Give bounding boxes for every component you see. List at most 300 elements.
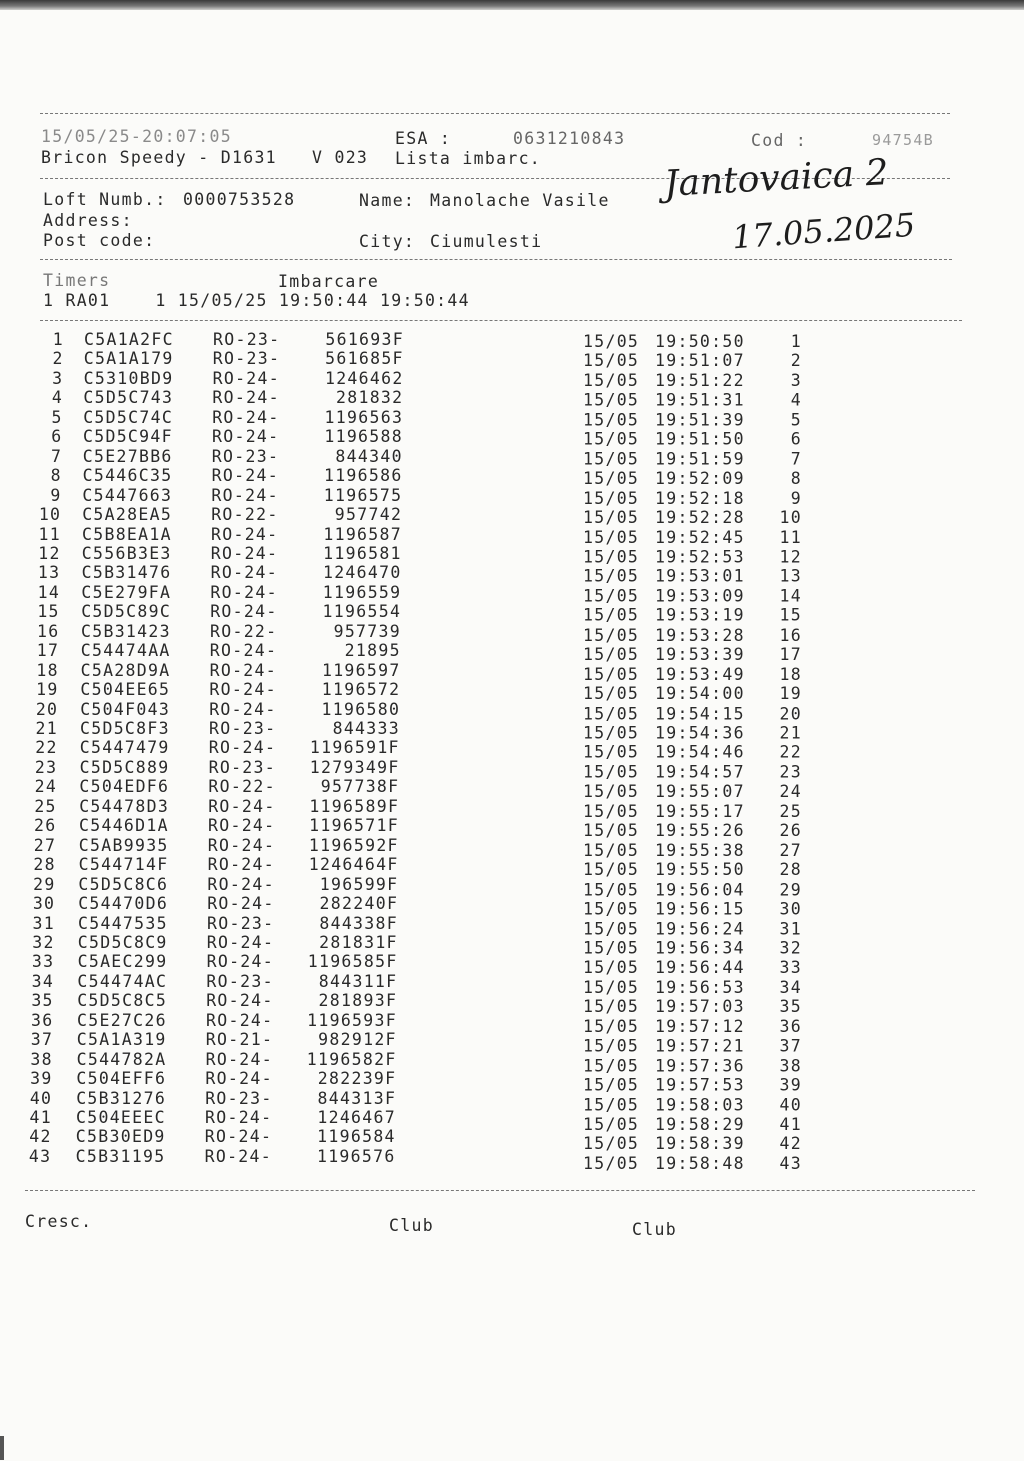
entry-date: 15/05 <box>583 1075 640 1095</box>
entry-index: 39 <box>30 1069 53 1089</box>
entry-rank: 28 <box>779 860 802 880</box>
entry-date: 15/05 <box>583 351 640 371</box>
entry-ring-number: 1196563 <box>324 407 404 427</box>
entry-date: 15/05 <box>583 390 640 410</box>
entry-time: 19:57:03 <box>655 997 745 1017</box>
entry-index: 21 <box>35 719 58 738</box>
entry-ring-prefix: RO-24- <box>210 582 278 602</box>
entry-chip-id: C504F043 <box>80 699 171 719</box>
entry-ring-prefix: RO-24- <box>211 466 280 486</box>
entry-ring-number: 982912F <box>318 1030 397 1050</box>
entry-ring-number: 1196588 <box>324 427 403 447</box>
entry-index: 38 <box>30 1049 53 1069</box>
entry-rank: 2 <box>790 351 802 371</box>
entry-rank: 1 <box>790 332 802 351</box>
entry-ring-prefix: RO-24- <box>212 368 281 388</box>
entry-rank: 39 <box>779 1075 802 1095</box>
entry-ring-prefix: RO-24- <box>212 388 280 408</box>
entry-date: 15/05 <box>583 1153 640 1173</box>
entry-ring-prefix: RO-24- <box>210 602 278 622</box>
entry-ring-number: 1196597 <box>321 660 401 680</box>
entry-ring-prefix: RO-24- <box>205 1069 273 1089</box>
entry-chip-id: C5B31195 <box>75 1146 166 1166</box>
entry-rank: 13 <box>779 566 802 586</box>
entry-ring-number: 1196559 <box>322 582 402 602</box>
entry-index: 33 <box>31 952 55 972</box>
entry-time: 19:56:15 <box>655 899 745 919</box>
entry-date: 15/05 <box>583 919 640 939</box>
entry-index: 24 <box>34 777 58 797</box>
handwritten-race-name: Jantovaica 2 <box>663 152 890 205</box>
entry-index: 9 <box>50 485 62 505</box>
entry-index: 19 <box>36 680 59 700</box>
entry-row <box>0 349 1024 371</box>
entry-date: 15/05 <box>583 703 640 723</box>
entry-ring-prefix: RO-24- <box>207 835 276 855</box>
entry-ring-number: 844338F <box>319 913 398 933</box>
entry-time: 19:56:34 <box>655 938 745 958</box>
entry-ring-number: 1246470 <box>322 563 402 583</box>
handwritten-date: 17.05.2025 <box>730 205 917 257</box>
entry-rank: 9 <box>790 488 802 508</box>
entry-ring-prefix: RO-24- <box>209 641 278 661</box>
entry-rank: 5 <box>790 410 802 430</box>
entry-time: 19:51:50 <box>655 429 745 449</box>
entry-chip-id: C5447535 <box>78 913 168 933</box>
entry-chip-id: C5A28EA5 <box>82 505 173 525</box>
entry-index: 18 <box>36 660 59 680</box>
entry-ring-number: 1196582F <box>306 1049 397 1069</box>
entry-ring-number: 844313F <box>317 1088 397 1108</box>
entry-chip-id: C5A28D9A <box>80 660 171 680</box>
entry-ring-number: 196599F <box>319 874 399 894</box>
entry-chip-id: C5447663 <box>82 485 173 505</box>
loft-number: 0000753528 <box>183 190 296 209</box>
entry-chip-id: C5AEC299 <box>77 952 168 972</box>
entry-chip-id: C5E27BB6 <box>82 446 173 466</box>
entry-index: 3 <box>52 368 64 388</box>
entry-date: 15/05 <box>583 879 640 899</box>
entry-index: 36 <box>31 1010 54 1030</box>
list-title: Lista imbarc. <box>395 149 542 168</box>
entry-date: 15/05 <box>583 782 640 802</box>
entry-ring-number: 21895 <box>344 641 401 661</box>
entry-ring-number: 1246464F <box>308 855 399 875</box>
entry-index: 30 <box>32 894 56 914</box>
entry-time: 19:58:39 <box>655 1134 745 1154</box>
entry-date: 15/05 <box>583 605 640 625</box>
entry-chip-id: C5E27C26 <box>77 1010 167 1030</box>
entry-time: 19:51:59 <box>655 449 745 469</box>
entry-ring-number: 1196589F <box>309 796 400 816</box>
entry-date: 15/05 <box>583 1114 640 1134</box>
entry-date: 15/05 <box>583 547 640 567</box>
entry-ring-number: 1196575 <box>323 485 403 505</box>
entry-ring-prefix: RO-24- <box>212 427 280 447</box>
entry-time: 19:57:53 <box>655 1075 745 1095</box>
entry-ring-prefix: RO-23- <box>209 719 277 738</box>
entry-ring-prefix: RO-24- <box>208 816 276 836</box>
entry-row <box>0 1127 1024 1154</box>
entry-rank: 6 <box>790 429 802 449</box>
entry-rank: 11 <box>779 527 802 547</box>
entry-index: 12 <box>38 543 61 563</box>
city-label: City: <box>359 232 416 251</box>
entry-row <box>0 971 1024 997</box>
entry-ring-number: 1196581 <box>323 543 402 563</box>
entry-ring-prefix: RO-24- <box>205 1108 273 1127</box>
entry-index: 13 <box>37 563 61 583</box>
entry-date: 15/05 <box>583 684 640 704</box>
entry-index: 15 <box>37 602 60 622</box>
cresc-label: Cresc. <box>25 1212 93 1231</box>
entry-row <box>0 874 1024 899</box>
entry-time: 19:56:53 <box>655 977 745 997</box>
entry-rank: 15 <box>779 605 802 625</box>
entry-time: 19:53:01 <box>655 566 745 586</box>
divider-top <box>40 113 950 114</box>
entry-index: 42 <box>29 1127 52 1147</box>
entry-row <box>0 1010 1024 1036</box>
entry-rank: 29 <box>779 879 802 899</box>
entry-rank: 7 <box>790 449 802 469</box>
entry-chip-id: C5D5C8C6 <box>78 874 169 894</box>
entry-date: 15/05 <box>583 938 640 958</box>
entry-time: 19:54:00 <box>655 684 745 704</box>
entry-ring-number: 282240F <box>319 894 399 914</box>
entry-rank: 22 <box>779 742 802 762</box>
entry-time: 19:57:21 <box>655 1036 745 1056</box>
entry-date: 15/05 <box>583 1016 640 1036</box>
entry-chip-id: C504EEEC <box>76 1108 166 1127</box>
entry-ring-prefix: RO-24- <box>209 699 277 719</box>
entry-index: 34 <box>31 971 55 991</box>
entry-ring-prefix: RO-24- <box>204 1146 273 1166</box>
entry-index: 2 <box>52 349 64 369</box>
entry-rank: 17 <box>779 645 802 665</box>
entry-date: 15/05 <box>583 1036 640 1056</box>
entry-row <box>0 777 1024 802</box>
entry-ring-prefix: RO-24- <box>208 738 277 758</box>
entry-rank: 10 <box>779 508 802 528</box>
entry-ring-prefix: RO-24- <box>207 874 275 894</box>
entry-date: 15/05 <box>583 664 640 684</box>
entry-ring-prefix: RO-24- <box>204 1127 273 1147</box>
entry-chip-id: C544782A <box>76 1049 167 1069</box>
entry-index: 11 <box>38 524 61 544</box>
entry-date: 15/05 <box>583 371 640 391</box>
entry-time: 19:58:03 <box>655 1095 745 1115</box>
entry-time: 19:57:12 <box>655 1016 745 1036</box>
entry-row <box>0 1088 1024 1115</box>
entry-date: 15/05 <box>583 977 640 997</box>
entry-time: 19:54:15 <box>655 703 745 723</box>
entry-row <box>0 446 1024 469</box>
entry-chip-id: C5E279FA <box>81 582 172 602</box>
entry-chip-id: C5447479 <box>79 738 170 758</box>
entry-index: 31 <box>32 913 55 933</box>
entry-ring-prefix: RO-24- <box>211 485 279 505</box>
entry-ring-number: 1196584 <box>317 1127 396 1147</box>
entry-rank: 26 <box>779 821 802 841</box>
entry-chip-id: C5AB9935 <box>78 835 169 855</box>
entry-ring-number: 1196593F <box>307 1010 397 1030</box>
entry-rank: 12 <box>779 547 802 567</box>
entry-ring-number: 282239F <box>317 1069 397 1089</box>
entry-index: 4 <box>51 388 64 408</box>
entry-index: 27 <box>33 835 57 855</box>
club-label-left: Club <box>389 1216 434 1235</box>
postcode-label: Post code: <box>43 231 156 250</box>
entry-time: 19:57:36 <box>655 1056 745 1076</box>
entry-chip-id: C5D5C8C5 <box>77 991 168 1011</box>
timer-row: 1 RA01 1 15/05/25 19:50:44 19:50:44 <box>43 291 470 310</box>
entry-time: 19:56:44 <box>655 958 745 978</box>
entry-ring-number: 957742 <box>334 505 403 525</box>
entry-time: 19:51:39 <box>655 410 745 430</box>
city-value: Ciumulesti <box>430 232 543 251</box>
entry-ring-prefix: RO-24- <box>206 952 275 972</box>
entry-row <box>0 738 1024 762</box>
entry-rank: 19 <box>779 684 802 704</box>
entry-rank: 30 <box>779 899 802 919</box>
entry-row <box>0 1146 1024 1173</box>
entry-date: 15/05 <box>583 899 640 919</box>
entry-index: 37 <box>30 1030 54 1050</box>
club-label-right: Club <box>632 1220 677 1239</box>
entry-chip-id: C5D5C8F3 <box>80 719 170 738</box>
entry-ring-prefix: RO-23- <box>207 913 275 933</box>
entry-ring-number: 844340 <box>335 446 403 466</box>
entry-index: 10 <box>38 505 62 525</box>
entry-row <box>0 505 1024 528</box>
entry-date: 15/05 <box>583 468 640 488</box>
entry-ring-prefix: RO-24- <box>206 932 275 952</box>
entry-ring-prefix: RO-24- <box>206 991 274 1011</box>
entry-time: 19:52:45 <box>655 527 745 547</box>
entry-time: 19:52:28 <box>655 508 745 528</box>
entry-date: 15/05 <box>583 840 640 860</box>
entry-date: 15/05 <box>583 821 640 841</box>
entry-index: 28 <box>33 855 56 875</box>
entry-time: 19:55:17 <box>655 801 745 821</box>
entry-ring-number: 561685F <box>325 349 404 369</box>
entry-chip-id: C5B8EA1A <box>82 524 172 544</box>
entry-chip-id: C5D5C8C9 <box>77 932 168 952</box>
entry-row <box>0 952 1024 978</box>
esa-label: ESA : <box>395 129 452 148</box>
entry-time: 19:54:46 <box>655 742 745 762</box>
entry-ring-number: 1196576 <box>316 1146 396 1166</box>
entry-chip-id: C504EDF6 <box>79 777 170 797</box>
entry-ring-number: 1196587 <box>323 524 402 544</box>
entry-rank: 33 <box>779 958 802 978</box>
imbarcare-label: Imbarcare <box>278 272 380 291</box>
entry-chip-id: C54474AC <box>77 971 168 991</box>
entry-ring-prefix: RO-24- <box>210 543 279 563</box>
cod-label: Cod : <box>751 131 808 150</box>
entry-date: 15/05 <box>583 449 640 469</box>
entry-rank: 18 <box>779 664 802 684</box>
entry-chip-id: C5A1A179 <box>83 349 174 369</box>
entry-ring-prefix: RO-23- <box>206 971 274 991</box>
entry-time: 19:55:26 <box>655 821 745 841</box>
entry-ring-number: 1279349F <box>309 757 400 777</box>
entry-date: 15/05 <box>583 801 640 821</box>
entry-row <box>0 641 1024 665</box>
entry-row <box>0 757 1024 782</box>
entry-row <box>0 466 1024 488</box>
entry-rank: 32 <box>779 938 802 958</box>
entry-date: 15/05 <box>583 488 640 508</box>
loft-label: Loft Numb.: <box>43 190 167 209</box>
owner-name-label: Name: <box>359 191 416 210</box>
entry-ring-number: 1196592F <box>308 835 399 855</box>
entry-chip-id: C5310BD9 <box>83 368 174 388</box>
entry-ring-number: 561693F <box>325 330 404 349</box>
entry-date: 15/05 <box>583 1056 640 1076</box>
entry-time: 19:51:31 <box>655 390 745 410</box>
entry-chip-id: C5446C35 <box>82 466 173 486</box>
entry-rank: 31 <box>779 919 802 939</box>
entry-chip-id: C5446D1A <box>79 816 169 836</box>
entry-row <box>0 1069 1024 1095</box>
entry-time: 19:51:22 <box>655 371 745 391</box>
entry-index: 26 <box>34 816 57 836</box>
entry-chip-id: C504EE65 <box>80 680 171 700</box>
entry-row <box>0 816 1024 841</box>
entry-row <box>0 602 1024 625</box>
entry-row <box>0 932 1024 958</box>
entry-time: 19:54:36 <box>655 723 745 743</box>
entry-rank: 27 <box>779 840 802 860</box>
entry-index: 23 <box>34 757 58 777</box>
entry-ring-number: 844333 <box>332 719 400 738</box>
entry-ring-prefix: RO-21- <box>205 1030 274 1050</box>
entry-chip-id: C5A1A319 <box>76 1030 167 1050</box>
entry-chip-id: C54470D6 <box>78 894 169 914</box>
entry-row <box>0 913 1024 939</box>
entry-ring-prefix: RO-24- <box>205 1049 274 1069</box>
entry-index: 1 <box>52 330 64 349</box>
entry-ring-number: 957738F <box>320 777 400 797</box>
entry-ring-number: 1196571F <box>309 816 399 836</box>
esa-value: 0631210843 <box>513 129 626 148</box>
entry-row <box>0 1030 1024 1056</box>
entry-rank: 41 <box>779 1114 802 1134</box>
entry-index: 43 <box>28 1146 52 1166</box>
entry-rank: 40 <box>779 1095 802 1115</box>
entry-ring-number: 1196585F <box>307 952 398 972</box>
entry-rank: 25 <box>779 801 802 821</box>
entry-index: 14 <box>37 582 61 602</box>
entry-row <box>0 543 1024 567</box>
entry-index: 17 <box>36 641 60 661</box>
entry-rank: 16 <box>779 625 802 645</box>
entry-date: 15/05 <box>583 742 640 762</box>
device-name: Bricon Speedy - D1631 <box>41 148 277 167</box>
entry-index: 20 <box>35 699 59 719</box>
entry-chip-id: C54478D3 <box>79 796 170 816</box>
entry-ring-prefix: RO-23- <box>205 1088 273 1108</box>
entry-ring-number: 1196586 <box>323 466 403 486</box>
entry-row <box>0 621 1024 645</box>
entry-row <box>0 719 1024 743</box>
entry-ring-number: 281893F <box>318 991 398 1011</box>
entry-row <box>0 1049 1024 1076</box>
print-timestamp: 15/05/25-20:07:05 <box>41 127 232 146</box>
entry-row <box>0 1108 1024 1134</box>
entry-chip-id: C556B3E3 <box>81 543 172 563</box>
entry-index: 40 <box>29 1088 53 1108</box>
entry-time: 19:53:49 <box>655 664 745 684</box>
entry-rank: 43 <box>779 1153 802 1173</box>
entry-chip-id: C5B31423 <box>81 621 171 641</box>
entry-index: 41 <box>29 1108 52 1127</box>
entry-index: 6 <box>51 427 63 447</box>
cod-value: 94754B <box>872 131 934 149</box>
entry-row <box>0 330 1024 349</box>
entry-time: 19:53:39 <box>655 645 745 665</box>
entry-ring-number: 1196572 <box>321 680 401 700</box>
entry-time: 19:54:57 <box>655 762 745 782</box>
entry-date: 15/05 <box>583 508 640 528</box>
entry-ring-number: 1196554 <box>322 602 402 622</box>
entry-ring-prefix: RO-24- <box>211 524 279 544</box>
entry-rank: 8 <box>790 468 802 488</box>
entry-chip-id: C5D5C743 <box>83 388 174 408</box>
entry-row <box>0 407 1024 430</box>
entry-row <box>0 427 1024 449</box>
entry-date: 15/05 <box>583 429 640 449</box>
entry-date: 15/05 <box>583 762 640 782</box>
entry-ring-prefix: RO-24- <box>207 894 275 914</box>
entry-index: 32 <box>32 932 55 952</box>
entry-index: 35 <box>31 991 54 1011</box>
entry-ring-prefix: RO-23- <box>211 446 280 466</box>
entry-rank: 35 <box>779 997 802 1017</box>
entry-ring-prefix: RO-24- <box>209 660 278 680</box>
entry-row <box>0 582 1024 606</box>
entry-ring-prefix: RO-24- <box>209 680 277 700</box>
entry-date: 15/05 <box>583 723 640 743</box>
entry-chip-id: C5D5C89C <box>81 602 172 622</box>
divider-owner <box>40 259 952 260</box>
entry-chip-id: C5B31476 <box>81 563 172 583</box>
entry-ring-number: 1196591F <box>309 738 400 758</box>
entry-time: 19:51:07 <box>655 351 745 371</box>
entry-date: 15/05 <box>583 332 640 351</box>
scan-edge-mark <box>0 1436 4 1460</box>
entry-ring-prefix: RO-23- <box>213 330 281 349</box>
entry-ring-prefix: RO-24- <box>207 855 276 875</box>
entry-row <box>0 660 1024 684</box>
entry-chip-id: C5D5C94F <box>83 427 173 447</box>
entry-row <box>0 855 1024 880</box>
address-label: Address: <box>43 211 133 230</box>
entry-row <box>0 485 1024 508</box>
entry-index: 7 <box>50 446 63 466</box>
entry-time: 19:56:04 <box>655 879 745 899</box>
entry-rank: 24 <box>779 782 802 802</box>
entry-chip-id: C5B30ED9 <box>75 1127 166 1147</box>
entry-row <box>0 796 1024 821</box>
entry-ring-number: 844311F <box>318 971 398 991</box>
entry-ring-number: 281831F <box>319 932 398 952</box>
divider-timers <box>40 320 962 321</box>
entry-ring-prefix: RO-22- <box>210 621 278 641</box>
entry-rank: 37 <box>779 1036 802 1056</box>
